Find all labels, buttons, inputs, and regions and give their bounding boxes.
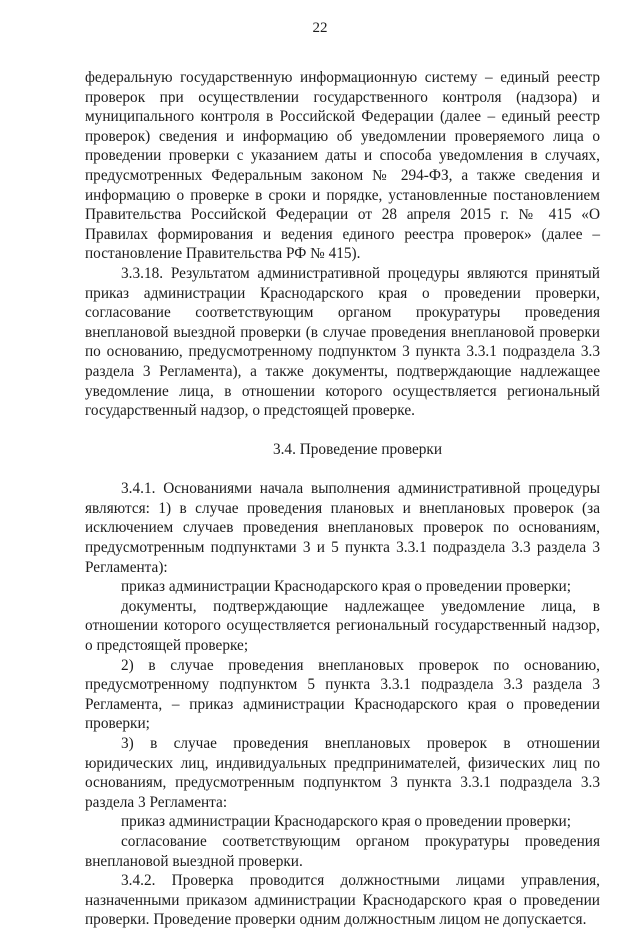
list-item-prosecutor-approval: согласование соответствующим органом прокуратуры проведения внеплановой выездной проверки.	[85, 832, 600, 870]
list-item-order-2: приказ администрации Краснодарского края о проведении проверки;	[121, 813, 571, 831]
section-heading: 3.4. Проведение проверки	[272, 440, 443, 458]
page-number: 22	[312, 20, 328, 36]
document-body	[85, 68, 600, 930]
paragraph-3-4-2: 3.4.2. Проверка проводится должностными лицами управления, назначенными приказом администрации Краснодарского края о проведении проверки. Проведение проверки одним должностным лицом не допускается.	[85, 872, 600, 929]
list-item-case-2: 2) в случае проведения внеплановых проверок по основанию, предусмотренному подпунктом 5 пункта 3.3.1 подраздела 3.3 раздела 3 Регламента, – приказ администрации Краснодарского края о проведении проверки;	[85, 656, 600, 733]
list-item-notification-documents: документы, подтверждающие надлежащее уведомление лица, в отношении которого осуществляется региональный государственный надзор, о предстоящей проверке;	[85, 597, 600, 655]
paragraph-3-4-1: 3.4.1. Основаниями начала выполнения административной процедуры являются: 1) в случае проведения плановых и внеплановых проверок (за исключением случаев проведения внеплановых проверок по основаниям, предусмотренным подпунктами 3 и 5 пункта 3.3.1 подраздела 3.3 раздела 3 Регламента):	[85, 480, 600, 576]
paragraph-3-3-18: 3.3.18. Результатом административной процедуры являются принятый приказ администрации Краснодарского края о проведении проверки, согласование соответствующим органом прокуратуры проведения внеплановой выездной проверки (в случае проведения внеплановой проверки по основанию, предусмотренному подпунктом 3 пункта 3.3.1 подраздела 3.3 раздела 3 Регламента), а также документы, подтверждающие надлежащее уведомление лица, в отношении которого осуществляется региональный государственный надзор, о предстоящей проверке.	[85, 264, 600, 420]
list-item-order: приказ администрации Краснодарского края о проведении проверки;	[121, 578, 571, 596]
list-item-case-3: 3) в случае проведения внеплановых проверок в отношении юридических лиц, индивидуальных предпринимателей, физических лиц по основаниям, предусмотренным подпунктом 3 пункта 3.3.1 подраздела 3.3 раздела 3 Регламента:	[85, 735, 600, 811]
paragraph-registry-continuation: федеральную государственную информационную систему – единый реестр проверок при осуществлении государственного контроля (надзора) и муниципального контроля в Российской Федерации (далее – единый реестр проверок) сведения и информацию об уведомлении проверяемого лица о проведении проверки с указанием даты и способа уведомления в случаях, предусмотренных Федеральным законом № 294-ФЗ, а также сведения и информацию о проверке в сроки и порядке, установленные постановлением Правительства Российской Федерации от 28 апреля 2015 г. № 415 «О Правилах формирования и ведения единого реестра проверок» (далее – постановление Правительства РФ № 415).	[85, 69, 600, 263]
